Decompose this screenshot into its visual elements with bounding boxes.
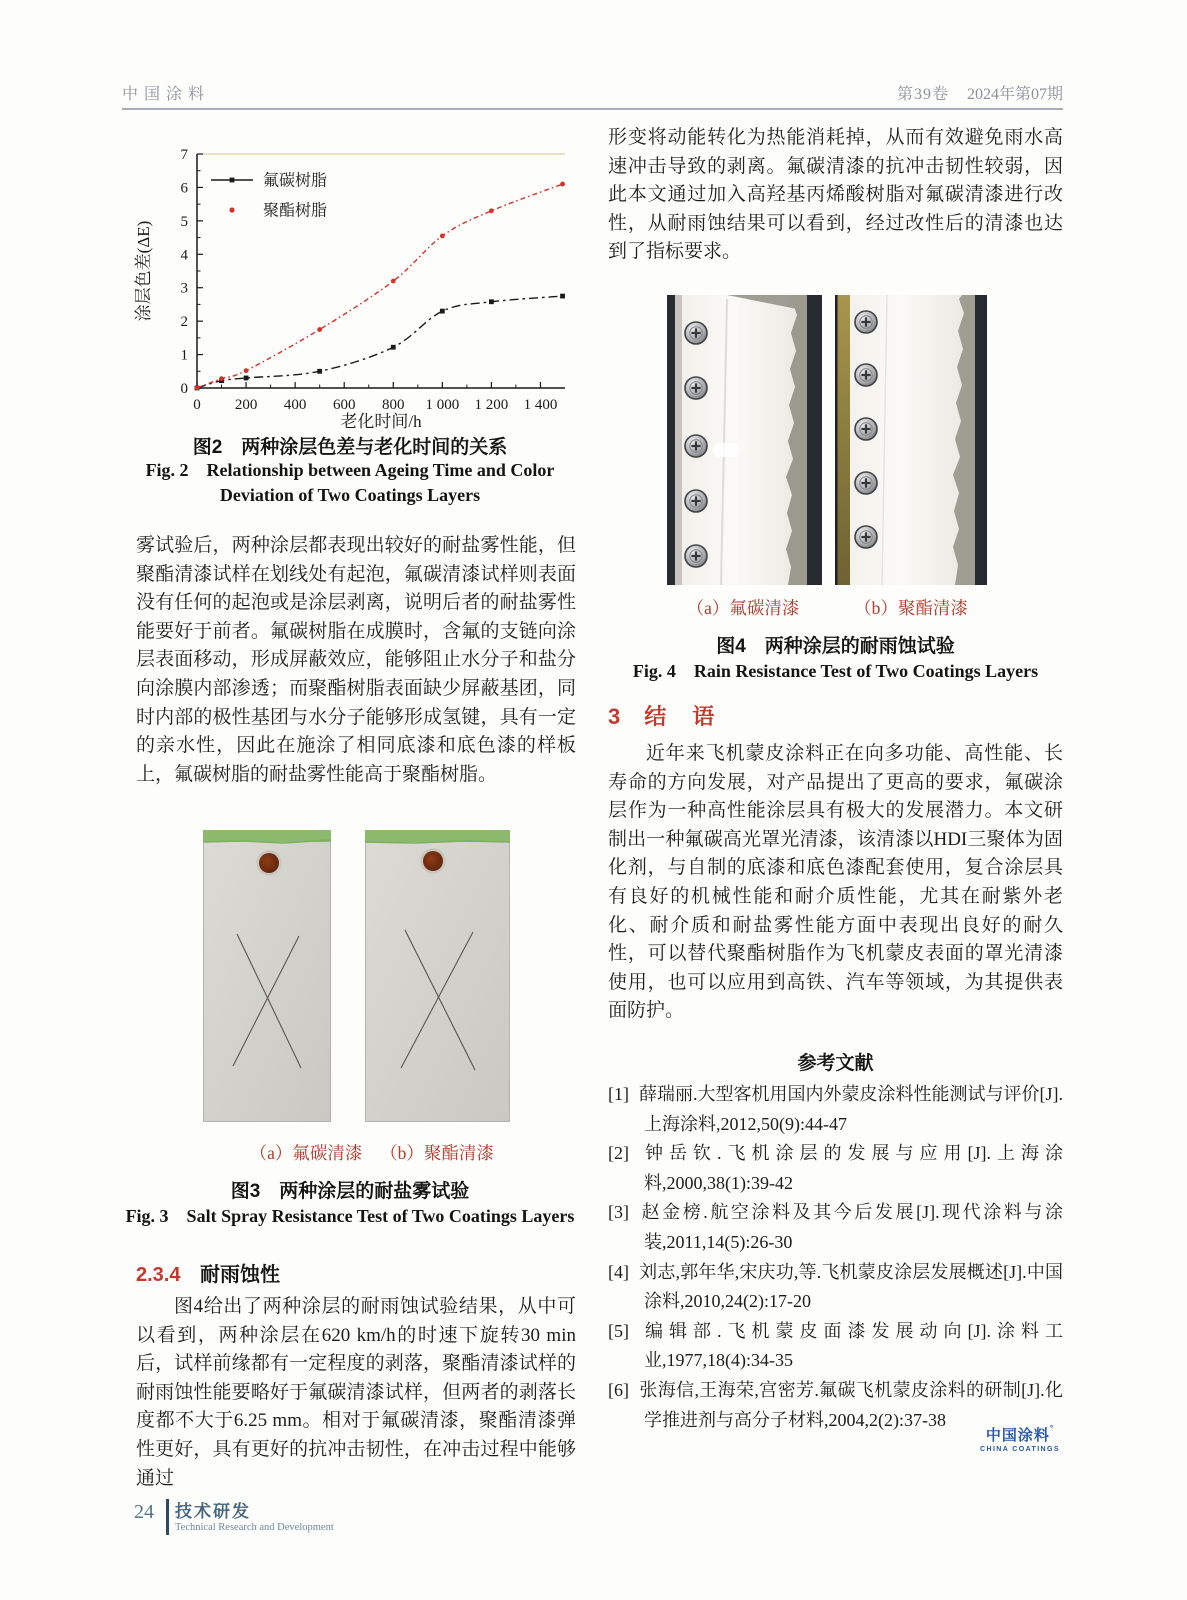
reference-text: 刘志,郭年华,宋庆功,等.飞机蒙皮涂层发展概述[J].中国涂料,2010,24(2):17-20 <box>639 1261 1063 1312</box>
fig4-caption-zh: 图4 两种涂层的耐雨蚀试验 <box>716 636 955 657</box>
fig3-photo-fluorocarbon <box>203 830 331 1122</box>
figure-4 <box>608 295 1063 690</box>
fig3-caption-zh: 图3 两种涂层的耐盐雾试验 <box>230 1181 470 1202</box>
left-paragraph-2: 图4给出了两种涂层的耐雨蚀试验结果，从中可以看到，两种涂层在620 km/h的时速下旋转30 min后，试样前缘都有一定程度的剥落，聚酯清漆试样的耐雨蚀性能要略好于氟碳清漆试样，但两者的剥落长度都不大于6.25 mm。相对于氟碳清漆，聚酯清漆弹性更好，具有更好的抗冲击韧性，在冲击过程中能够通过 <box>136 1296 576 1489</box>
section-3-number: 3 <box>608 704 621 729</box>
fig4-caption-en: Fig. 4 Rain Resistance Test of Two Coatings Layers <box>632 661 1039 681</box>
svg-text:聚酯树脂: 聚酯树脂 <box>263 202 328 220</box>
fig3-label-b: （b）聚酯清漆 <box>380 1143 494 1163</box>
svg-text:1 200: 1 200 <box>474 397 509 413</box>
reference-text: 钟岳钦.飞机涂层的发展与应用[J].上海涂料,2000,38(1):39-42 <box>639 1143 1063 1193</box>
section-3-heading <box>608 700 716 731</box>
svg-text:1: 1 <box>180 347 188 364</box>
fig2-caption-en-line2: Deviation of Two Coatings Layers <box>219 485 481 505</box>
fig3-label-a: （a）氟碳清漆 <box>249 1143 363 1163</box>
reference-number: [5] <box>608 1320 629 1341</box>
svg-text:0: 0 <box>193 397 201 413</box>
reference-text: 编辑部.飞机蒙皮面漆发展动向[J].涂料工业,1977,18(4):34-35 <box>639 1320 1063 1371</box>
logo-zh-text: 中国涂料 <box>985 1427 1050 1444</box>
fig2-caption-zh: 图2 两种涂层色差与老化时间的关系 <box>192 437 508 458</box>
fig2-caption-en-line1: Fig. 2 Relationship between Ageing Time and Color <box>145 460 555 480</box>
footer-column-zh: 技术研发 <box>175 1502 251 1521</box>
conclusion-paragraph: 近年来飞机蒙皮涂料正在向多功能、高性能、长寿命的方向发展，对产品提出了更高的要求，氟碳涂层作为一种高性能涂层具有极大的发展潜力。本文研制出一种氟碳高光罩光清漆，该清漆以HDI三聚体为固化剂，与自制的底漆和底色漆配套使用，复合涂层具有良好的机械性能和耐介质性能，尤其在耐紫外老化、耐介质和耐盐雾性能方面中表现出良好的耐久性，可以替代聚酯树脂作为飞机蒙皮表面的罩光清漆使用，也可以应用到高铁、汽车等领域，为其提供表面防护。 <box>608 743 1063 1022</box>
reference-text: 赵金榜.航空涂料及其今后发展[J].现代涂料与涂装,2011,14(5):26-30 <box>639 1202 1063 1252</box>
svg-text:200: 200 <box>234 397 258 413</box>
reference-number: [3] <box>608 1202 629 1223</box>
svg-text:1 400: 1 400 <box>523 397 558 413</box>
svg-text:400: 400 <box>283 397 307 413</box>
svg-text:老化时间/h: 老化时间/h <box>340 412 422 431</box>
logo-en-text: CHINA COATINGS <box>980 1446 1060 1453</box>
references-heading: 参考文献 <box>797 1053 874 1074</box>
reference-number: [6] <box>608 1379 629 1400</box>
reference-item <box>608 1198 1063 1257</box>
svg-text:0: 0 <box>180 381 188 397</box>
svg-text:涂层色差(ΔE): 涂层色差(ΔE) <box>134 220 153 322</box>
reference-number: [1] <box>608 1084 629 1104</box>
ageing-chart <box>133 138 573 436</box>
svg-text:2: 2 <box>180 314 188 331</box>
footer-column-en: Technical Research and Development <box>175 1522 334 1533</box>
fig3-caption-en: Fig. 3 Salt Spray Resistance Test of Two Coatings Layers <box>125 1206 575 1226</box>
section-2-3-4-title: 耐雨蚀性 <box>200 1264 281 1286</box>
references-list <box>608 1080 1063 1435</box>
svg-text:氟碳树脂: 氟碳树脂 <box>263 172 328 190</box>
left-paragraph-1: 雾试验后，两种涂层都表现出较好的耐盐雾性能，但聚酯清漆试样在划线处有起泡，氟碳清漆试样则表面没有任何的起泡或是涂层剥离，说明后者的耐盐雾性能要好于前者。氟碳树脂在成膜时，含氟的支链向涂层表面移动，形成屏蔽效应，能够阻止水分子和盐分向涂膜内部渗透；而聚酯树脂表面缺少屏蔽基团，同时内部的极性基团与水分子能够形成氢键，具有一定的亲水性，因此在施涂了相同底漆和底色漆的样板上，氟碳树脂的耐盐雾性能高于聚酯树脂。 <box>136 535 576 785</box>
reference-number: [4] <box>608 1261 629 1282</box>
reference-text: 张海信,王海荣,宫密芳.氟碳飞机蒙皮涂料的研制[J].化学推进剂与高分子材料,2004,2(2):37-38 <box>639 1379 1063 1430</box>
fig4-label-a: （a）氟碳清漆 <box>686 598 800 618</box>
fig4-label-b: （b）聚酯清漆 <box>854 598 968 618</box>
section-3-title: 结 语 <box>644 704 717 729</box>
svg-text:3: 3 <box>180 280 188 297</box>
reference-item <box>608 1139 1063 1198</box>
svg-text:7: 7 <box>180 147 188 163</box>
svg-text:800: 800 <box>382 397 405 413</box>
svg-text:600: 600 <box>332 397 356 413</box>
page-number: 24 <box>134 1501 154 1523</box>
issue-label: 2024年第07期 <box>966 86 1063 103</box>
fig4-photo-fluorocarbon <box>667 295 822 585</box>
reference-text: 薛瑞丽.大型客机用国内外蒙皮涂料性能测试与评价[J].上海涂料,2012,50(9):44-47 <box>639 1084 1063 1134</box>
reference-item <box>608 1317 1063 1376</box>
footer-divider <box>166 1499 169 1535</box>
reference-number: [2] <box>608 1143 629 1164</box>
svg-text:4: 4 <box>180 247 188 264</box>
svg-text:6: 6 <box>180 180 188 197</box>
section-2-3-4-heading <box>136 1258 280 1287</box>
reference-item <box>608 1258 1063 1317</box>
figure-3 <box>125 830 575 1235</box>
fig2-caption-en <box>125 458 575 508</box>
logo-registered-mark: ° <box>1049 1424 1055 1433</box>
china-coatings-logo <box>975 1424 1065 1453</box>
page-header <box>122 78 1063 110</box>
svg-text:5: 5 <box>180 213 188 230</box>
right-paragraph-0: 形变将动能转化为热能消耗掉，从而有效避免雨水高速冲击导致的剥离。氟碳清漆的抗冲击韧性较弱，因此本文通过加入高羟基丙烯酸树脂对氟碳清漆进行改性，从耐雨蚀结果可以看到，经过改性后的清漆也达到了指标要求。 <box>608 127 1063 263</box>
section-2-3-4-number: 2.3.4 <box>136 1264 181 1286</box>
volume-label: 第39卷 <box>896 86 949 103</box>
fig4-photo-polyester <box>835 295 987 585</box>
reference-item <box>608 1080 1063 1139</box>
fig3-photo-polyester <box>365 830 510 1122</box>
journal-name: 中国涂料 <box>122 86 211 103</box>
svg-text:1 000: 1 000 <box>425 397 460 413</box>
